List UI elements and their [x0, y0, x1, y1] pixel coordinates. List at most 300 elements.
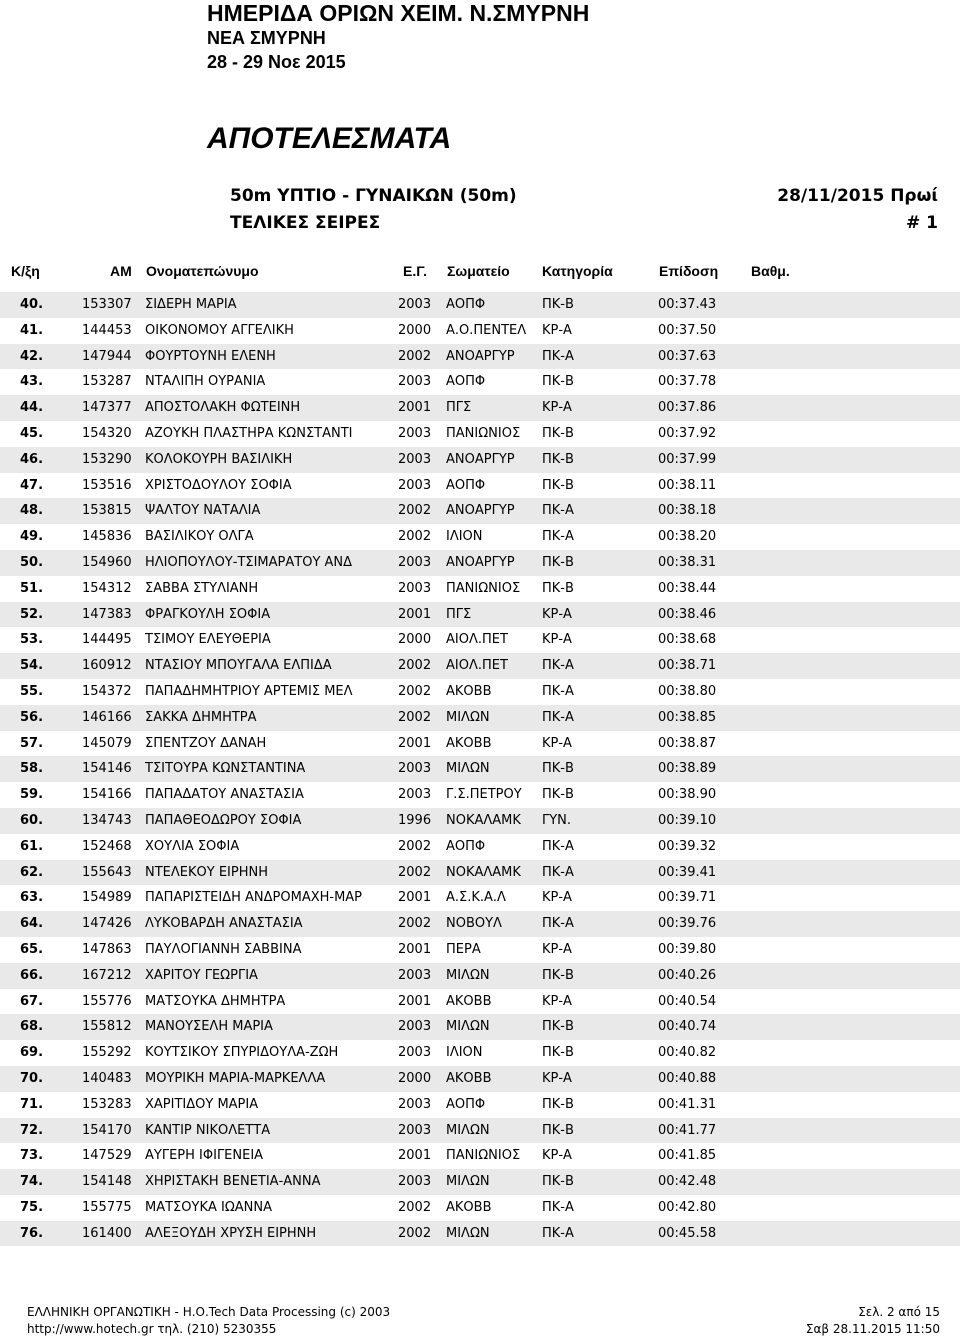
- row-name: ΧΟΥΛΙΑ ΣΟΦΙΑ: [145, 838, 240, 854]
- table-row: [0, 731, 960, 757]
- table-row: [0, 344, 960, 370]
- row-name: ΨΑΛΤΟΥ ΝΑΤΑΛΙΑ: [145, 503, 261, 519]
- row-time: 00:40.26: [658, 967, 717, 983]
- row-club: ΑΟΠΦ: [446, 838, 486, 854]
- row-rank: 61.: [20, 838, 44, 854]
- row-club: ΑΟΠΦ: [446, 297, 486, 312]
- row-name: ΑΛΕΞΟΥΔΗ ΧΡΥΣΗ ΕΙΡΗΝΗ: [145, 1225, 317, 1241]
- footer-timestamp: Σαβ 28.11.2015 11:50: [805, 1322, 940, 1336]
- table-row: [0, 421, 960, 447]
- row-year: 2001: [398, 993, 432, 1009]
- row-rank: 69.: [20, 1045, 44, 1061]
- row-category: ΠΚ-Β: [542, 1096, 574, 1112]
- row-name: ΣΑΒΒΑ ΣΤΥΛΙΑΝΗ: [145, 580, 259, 596]
- row-time: 00:38.18: [658, 503, 717, 519]
- table-row: [0, 524, 960, 550]
- row-name: ΑΖΟΥΚΗ ΠΛΑΣΤΗΡΑ ΚΩΝΣΤΑΝΤΙ: [145, 425, 353, 441]
- row-club: ΠΓΣ: [446, 606, 472, 622]
- row-am: 155775: [82, 1199, 132, 1215]
- row-club: ΙΛΙΟΝ: [446, 1045, 483, 1061]
- table-row: [0, 834, 960, 860]
- row-time: 00:39.32: [658, 838, 717, 854]
- meet-dates: 28 - 29 Νοε 2015: [207, 52, 346, 72]
- row-rank: 48.: [20, 503, 44, 519]
- row-year: 2000: [398, 1070, 432, 1086]
- row-rank: 74.: [20, 1174, 44, 1190]
- row-name: ΦΟΥΡΤΟΥΝΗ ΕΛΕΝΗ: [145, 348, 276, 364]
- row-time: 00:37.86: [658, 400, 717, 416]
- table-row: [0, 395, 960, 421]
- row-club: Γ.Σ.ΠΕΤΡΟΥ: [446, 787, 522, 803]
- row-time: 00:39.10: [658, 812, 717, 828]
- table-row: [0, 653, 960, 679]
- results-title: ΑΠΟΤΕΛΕΣΜΑΤΑ: [207, 122, 452, 155]
- row-category: ΠΚ-Β: [542, 451, 574, 467]
- row-category: ΚΡ-Α: [542, 1070, 572, 1086]
- row-name: ΝΤΕΛΕΚΟΥ ΕΙΡΗΝΗ: [145, 864, 268, 880]
- row-club: ΜΙΛΩΝ: [446, 1122, 490, 1138]
- row-name: ΝΤΑΛΙΠΗ ΟΥΡΑΝΙΑ: [145, 374, 266, 390]
- column-header-year: Ε.Γ.: [403, 263, 427, 279]
- table-row: [0, 498, 960, 524]
- row-club: ΠΓΣ: [446, 400, 472, 416]
- row-category: ΠΚ-Β: [542, 477, 574, 493]
- row-name: ΑΥΓΕΡΗ ΙΦΙΓΕΝΕΙΑ: [145, 1148, 264, 1164]
- row-rank: 51.: [20, 580, 44, 596]
- table-row: [0, 550, 960, 576]
- meet-title: ΗΜΕΡΙΔΑ ΟΡΙΩΝ ΧΕΙΜ. Ν.ΣΜΥΡΝΗ: [207, 0, 590, 26]
- row-name: ΣΠΕΝΤΖΟΥ ΔΑΝΑΗ: [145, 735, 267, 751]
- table-row: [0, 1066, 960, 1092]
- row-name: ΤΣΙΜΟΥ ΕΛΕΥΘΕΡΙΑ: [145, 632, 271, 648]
- row-name: ΜΑΤΣΟΥΚΑ ΙΩΑΝΝΑ: [145, 1199, 272, 1215]
- row-year: 2003: [398, 761, 432, 777]
- row-year: 2001: [398, 735, 432, 751]
- row-time: 00:41.31: [658, 1096, 717, 1112]
- row-rank: 73.: [20, 1148, 44, 1164]
- row-time: 00:38.87: [658, 735, 717, 751]
- row-club: ΑΚΟΒΒ: [446, 683, 492, 699]
- row-rank: 65.: [20, 941, 44, 957]
- results-table: [0, 292, 960, 1246]
- row-am: 153290: [82, 451, 132, 467]
- column-header-points: Βαθμ.: [751, 263, 790, 279]
- row-am: 153283: [82, 1096, 132, 1112]
- row-am: 155776: [82, 993, 132, 1009]
- row-name: ΧΑΡΙΤΙΔΟΥ ΜΑΡΙΑ: [145, 1096, 259, 1112]
- row-am: 146166: [82, 709, 132, 725]
- table-row: [0, 1092, 960, 1118]
- row-name: ΜΑΤΣΟΥΚΑ ΔΗΜΗΤΡΑ: [145, 993, 286, 1009]
- row-am: 154989: [82, 890, 132, 906]
- row-am: 147426: [82, 916, 132, 932]
- row-category: ΠΚ-Α: [542, 864, 574, 880]
- row-time: 00:38.80: [658, 683, 717, 699]
- row-name: ΣΑΚΚΑ ΔΗΜΗΤΡΑ: [145, 709, 257, 725]
- row-time: 00:37.99: [658, 451, 717, 467]
- row-rank: 45.: [20, 425, 44, 441]
- row-category: ΠΚ-Α: [542, 658, 574, 674]
- row-club: ΜΙΛΩΝ: [446, 967, 490, 983]
- row-name: ΗΛΙΟΠΟΥΛΟΥ-ΤΣΙΜΑΡΑΤΟΥ ΑΝΔ: [145, 554, 353, 570]
- row-year: 2002: [398, 503, 432, 519]
- row-year: 2002: [398, 1199, 432, 1215]
- row-category: ΠΚ-Α: [542, 683, 574, 699]
- event-round: ΤΕΛΙΚΕΣ ΣΕΙΡΕΣ: [230, 213, 381, 233]
- row-year: 2003: [398, 451, 432, 467]
- row-year: 2001: [398, 941, 432, 957]
- row-category: ΠΚ-Β: [542, 1174, 574, 1190]
- table-row: [0, 627, 960, 653]
- row-club: ΜΙΛΩΝ: [446, 1174, 490, 1190]
- row-time: 00:42.48: [658, 1174, 717, 1190]
- row-club: ΑΚΟΒΒ: [446, 735, 492, 751]
- row-am: 145079: [82, 735, 132, 751]
- row-time: 00:39.41: [658, 864, 717, 880]
- row-name: ΟΙΚΟΝΟΜΟΥ ΑΓΓΕΛΙΚΗ: [145, 322, 294, 338]
- table-row: [0, 963, 960, 989]
- row-year: 2003: [398, 1174, 432, 1190]
- row-club: ΜΙΛΩΝ: [446, 1225, 490, 1241]
- table-row: [0, 473, 960, 499]
- row-club: ΑΝΟΑΡΓΥΡ: [446, 451, 515, 467]
- row-time: 00:42.80: [658, 1199, 717, 1215]
- row-rank: 60.: [20, 812, 44, 828]
- row-time: 00:37.63: [658, 348, 717, 364]
- row-club: ΑΟΠΦ: [446, 477, 486, 493]
- row-am: 161400: [82, 1225, 132, 1241]
- row-club: ΝΟΚΑΛΑΜΚ: [446, 864, 521, 880]
- row-rank: 58.: [20, 761, 44, 777]
- row-rank: 49.: [20, 529, 44, 545]
- table-row: [0, 860, 960, 886]
- row-year: 2003: [398, 554, 432, 570]
- row-name: ΧΗΡΙΣΤΑΚΗ ΒΕΝΕΤΙΑ-ΑΝΝΑ: [145, 1174, 321, 1190]
- column-header-club: Σωματείο: [447, 263, 510, 279]
- row-time: 00:39.71: [658, 890, 717, 906]
- row-name: ΑΠΟΣΤΟΛΑΚΗ ΦΩΤΕΙΝΗ: [145, 400, 301, 416]
- row-am: 147944: [82, 348, 132, 364]
- row-year: 2002: [398, 864, 432, 880]
- row-club: ΑΟΠΦ: [446, 374, 486, 390]
- row-time: 00:38.71: [658, 658, 717, 674]
- row-name: ΠΑΠΑΔΑΤΟΥ ΑΝΑΣΤΑΣΙΑ: [145, 787, 304, 803]
- row-year: 2002: [398, 658, 432, 674]
- row-time: 00:38.90: [658, 787, 717, 803]
- row-year: 2003: [398, 425, 432, 441]
- row-rank: 46.: [20, 451, 44, 467]
- row-rank: 68.: [20, 1019, 44, 1035]
- row-category: ΠΚ-Α: [542, 1225, 574, 1241]
- row-rank: 52.: [20, 606, 44, 622]
- row-year: 2003: [398, 1096, 432, 1112]
- table-row: [0, 1143, 960, 1169]
- row-category: ΠΚ-Β: [542, 297, 574, 312]
- row-name: ΧΑΡΙΤΟΥ ΓΕΩΡΓΙΑ: [145, 967, 258, 983]
- row-time: 00:38.85: [658, 709, 717, 725]
- row-am: 153815: [82, 503, 132, 519]
- row-club: ΜΙΛΩΝ: [446, 1019, 490, 1035]
- table-row: [0, 782, 960, 808]
- row-name: ΠΑΠΑΔΗΜΗΤΡΙΟΥ ΑΡΤΕΜΙΣ ΜΕΛ: [145, 683, 353, 699]
- row-am: 147529: [82, 1148, 132, 1164]
- row-category: ΠΚ-Α: [542, 838, 574, 854]
- row-rank: 56.: [20, 709, 44, 725]
- row-rank: 70.: [20, 1070, 44, 1086]
- row-am: 155643: [82, 864, 132, 880]
- row-time: 00:38.46: [658, 606, 717, 622]
- row-time: 00:40.54: [658, 993, 717, 1009]
- row-am: 154146: [82, 761, 132, 777]
- row-rank: 47.: [20, 477, 44, 493]
- row-category: ΓΥΝ.: [542, 812, 572, 828]
- row-year: 2002: [398, 348, 432, 364]
- row-rank: 44.: [20, 400, 44, 416]
- row-am: 155812: [82, 1019, 132, 1035]
- table-row: [0, 885, 960, 911]
- row-name: ΛΥΚΟΒΑΡΔΗ ΑΝΑΣΤΑΣΙΑ: [145, 916, 303, 932]
- row-year: 2003: [398, 1019, 432, 1035]
- row-year: 2001: [398, 606, 432, 622]
- row-am: 144453: [82, 322, 132, 338]
- row-time: 00:39.76: [658, 916, 717, 932]
- row-am: 144495: [82, 632, 132, 648]
- row-category: ΠΚ-Β: [542, 554, 574, 570]
- row-year: 2003: [398, 477, 432, 493]
- footer-contact: http://www.hotech.gr τηλ. (210) 5230355: [27, 1322, 277, 1336]
- row-time: 00:45.58: [658, 1225, 717, 1241]
- meet-venue: ΝΕΑ ΣΜΥΡΝΗ: [207, 28, 326, 48]
- row-category: ΠΚ-Α: [542, 503, 574, 519]
- table-row: [0, 602, 960, 628]
- row-name: ΜΑΝΟΥΣΕΛΗ ΜΑΡΙΑ: [145, 1019, 273, 1035]
- row-time: 00:37.78: [658, 374, 717, 390]
- row-category: ΚΡ-Α: [542, 632, 572, 648]
- row-am: 152468: [82, 838, 132, 854]
- row-category: ΚΡ-Α: [542, 606, 572, 622]
- row-club: ΑΝΟΑΡΓΥΡ: [446, 554, 515, 570]
- row-year: 2002: [398, 683, 432, 699]
- table-row: [0, 1014, 960, 1040]
- row-category: ΠΚ-Β: [542, 1045, 574, 1061]
- row-year: 2001: [398, 1148, 432, 1164]
- row-category: ΠΚ-Β: [542, 967, 574, 983]
- row-club: ΠΕΡΑ: [446, 941, 481, 957]
- row-name: ΒΑΣΙΛΙΚΟΥ ΟΛΓΑ: [145, 529, 254, 545]
- row-am: 153287: [82, 374, 132, 390]
- row-name: ΣΙΔΕΡΗ ΜΑΡΙΑ: [145, 297, 237, 312]
- event-heat: # 1: [906, 213, 938, 233]
- row-rank: 55.: [20, 683, 44, 699]
- row-year: 2002: [398, 529, 432, 545]
- column-header-time: Επίδοση: [659, 263, 719, 279]
- row-year: 2002: [398, 1225, 432, 1241]
- row-category: ΚΡ-Α: [542, 941, 572, 957]
- row-rank: 42.: [20, 348, 44, 364]
- row-year: 2000: [398, 632, 432, 648]
- row-club: ΑΙΟΛ.ΠΕΤ: [446, 632, 508, 648]
- row-name: ΦΡΑΓΚΟΥΛΗ ΣΟΦΙΑ: [145, 606, 271, 622]
- row-category: ΠΚ-Β: [542, 425, 574, 441]
- row-time: 00:40.88: [658, 1070, 717, 1086]
- row-time: 00:41.85: [658, 1148, 717, 1164]
- row-club: ΠΑΝΙΩΝΙΟΣ: [446, 425, 521, 441]
- footer-page-number: Σελ. 2 από 15: [858, 1305, 940, 1319]
- row-time: 00:39.80: [658, 941, 717, 957]
- row-am: 153307: [82, 297, 132, 312]
- row-rank: 59.: [20, 787, 44, 803]
- row-club: ΜΙΛΩΝ: [446, 709, 490, 725]
- row-am: 145836: [82, 529, 132, 545]
- table-row: [0, 679, 960, 705]
- row-year: 2003: [398, 787, 432, 803]
- row-rank: 53.: [20, 632, 44, 648]
- row-am: 147383: [82, 606, 132, 622]
- row-name: ΠΑΥΛΟΓΙΑΝΝΗ ΣΑΒΒΙΝΑ: [145, 941, 302, 957]
- row-time: 00:38.11: [658, 477, 717, 493]
- row-time: 00:38.20: [658, 529, 717, 545]
- row-year: 2003: [398, 297, 432, 312]
- row-name: ΚΟΛΟΚΟΥΡΗ ΒΑΣΙΛΙΚΗ: [145, 451, 293, 467]
- row-club: ΝΟΚΑΛΑΜΚ: [446, 812, 521, 828]
- table-row: [0, 318, 960, 344]
- row-rank: 63.: [20, 890, 44, 906]
- row-name: ΤΣΙΤΟΥΡΑ ΚΩΝΣΤΑΝΤΙΝΑ: [145, 761, 306, 777]
- row-year: 1996: [398, 812, 432, 828]
- row-rank: 75.: [20, 1199, 44, 1215]
- row-year: 2002: [398, 838, 432, 854]
- row-category: ΠΚ-Α: [542, 916, 574, 932]
- row-year: 2003: [398, 1122, 432, 1138]
- table-row: [0, 369, 960, 395]
- row-rank: 72.: [20, 1122, 44, 1138]
- table-row: [0, 937, 960, 963]
- row-time: 00:38.31: [658, 554, 717, 570]
- row-rank: 71.: [20, 1096, 44, 1112]
- table-row: [0, 756, 960, 782]
- row-category: ΠΚ-Β: [542, 1122, 574, 1138]
- row-rank: 62.: [20, 864, 44, 880]
- event-date: 28/11/2015 Πρωί: [777, 186, 938, 206]
- row-club: ΑΚΟΒΒ: [446, 1199, 492, 1215]
- row-am: 154148: [82, 1174, 132, 1190]
- row-am: 147863: [82, 941, 132, 957]
- row-club: ΠΑΝΙΩΝΙΟΣ: [446, 1148, 521, 1164]
- row-category: ΠΚ-Α: [542, 348, 574, 364]
- row-time: 00:37.92: [658, 425, 717, 441]
- row-name: ΠΑΠΑΘΕΟΔΩΡΟΥ ΣΟΦΙΑ: [145, 812, 302, 828]
- row-am: 154960: [82, 554, 132, 570]
- table-row: [0, 1118, 960, 1144]
- row-am: 153516: [82, 477, 132, 493]
- row-am: 160912: [82, 658, 132, 674]
- column-header-rank: Κ/ξη: [11, 263, 40, 279]
- row-category: ΚΡ-Α: [542, 735, 572, 751]
- row-year: 2003: [398, 374, 432, 390]
- row-club: ΑΙΟΛ.ΠΕΤ: [446, 658, 508, 674]
- row-category: ΠΚ-Β: [542, 761, 574, 777]
- row-rank: 66.: [20, 967, 44, 983]
- row-year: 2000: [398, 322, 432, 338]
- row-year: 2001: [398, 890, 432, 906]
- row-club: ΙΛΙΟΝ: [446, 529, 483, 545]
- column-header-name: Ονοματεπώνυμο: [146, 263, 259, 279]
- row-am: 134743: [82, 812, 132, 828]
- row-rank: 57.: [20, 735, 44, 751]
- table-row: [0, 292, 960, 318]
- row-name: ΚΑΝΤΙΡ ΝΙΚΟΛΕΤΤΑ: [145, 1122, 271, 1138]
- row-club: ΠΑΝΙΩΝΙΟΣ: [446, 580, 521, 596]
- row-rank: 41.: [20, 322, 44, 338]
- row-category: ΠΚ-Α: [542, 1199, 574, 1215]
- column-header-am: ΑΜ: [110, 263, 132, 279]
- row-time: 00:37.50: [658, 322, 717, 338]
- row-time: 00:38.89: [658, 761, 717, 777]
- row-rank: 76.: [20, 1225, 44, 1241]
- row-time: 00:38.68: [658, 632, 717, 648]
- row-time: 00:41.77: [658, 1122, 717, 1138]
- row-name: ΚΟΥΤΣΙΚΟΥ ΣΠΥΡΙΔΟΥΛΑ-ΖΩΗ: [145, 1045, 339, 1061]
- row-club: ΑΟΠΦ: [446, 1096, 486, 1112]
- row-time: 00:38.44: [658, 580, 717, 596]
- row-time: 00:40.74: [658, 1019, 717, 1035]
- row-rank: 50.: [20, 554, 44, 570]
- table-row: [0, 576, 960, 602]
- row-category: ΠΚ-Α: [542, 529, 574, 545]
- row-am: 154320: [82, 425, 132, 441]
- table-row: [0, 1040, 960, 1066]
- event-title: 50m ΥΠΤΙΟ - ΓΥΝΑΙΚΩΝ (50m): [230, 186, 517, 206]
- row-category: ΠΚ-Β: [542, 374, 574, 390]
- row-category: ΠΚ-Β: [542, 787, 574, 803]
- row-category: ΠΚ-Α: [542, 709, 574, 725]
- row-club: ΑΝΟΑΡΓΥΡ: [446, 348, 515, 364]
- row-time: 00:40.82: [658, 1045, 717, 1061]
- row-club: ΜΙΛΩΝ: [446, 761, 490, 777]
- column-header-category: Κατηγορία: [542, 263, 613, 279]
- row-name: ΜΟΥΡΙΚΗ ΜΑΡΙΑ-ΜΑΡΚΕΛΛΑ: [145, 1070, 326, 1086]
- table-row: [0, 1169, 960, 1195]
- row-am: 154372: [82, 683, 132, 699]
- row-year: 2003: [398, 1045, 432, 1061]
- row-year: 2002: [398, 916, 432, 932]
- row-rank: 64.: [20, 916, 44, 932]
- row-am: 167212: [82, 967, 132, 983]
- row-rank: 54.: [20, 658, 44, 674]
- table-row: [0, 808, 960, 834]
- table-row: [0, 1221, 960, 1247]
- row-time: 00:37.43: [658, 297, 717, 312]
- table-row: [0, 989, 960, 1015]
- row-club: Α.Σ.Κ.Α.Λ: [446, 890, 506, 906]
- row-category: ΠΚ-Β: [542, 580, 574, 596]
- row-category: ΚΡ-Α: [542, 993, 572, 1009]
- row-year: 2002: [398, 709, 432, 725]
- table-row: [0, 1195, 960, 1221]
- row-category: ΠΚ-Β: [542, 1019, 574, 1035]
- table-row: [0, 705, 960, 731]
- row-club: Α.Ο.ΠΕΝΤΕΛ: [446, 322, 527, 338]
- row-club: ΑΚΟΒΒ: [446, 993, 492, 1009]
- row-rank: 67.: [20, 993, 44, 1009]
- row-am: 155292: [82, 1045, 132, 1061]
- row-am: 140483: [82, 1070, 132, 1086]
- row-name: ΧΡΙΣΤΟΔΟΥΛΟΥ ΣΟΦΙΑ: [145, 477, 292, 493]
- row-year: 2003: [398, 580, 432, 596]
- table-row: [0, 447, 960, 473]
- row-club: ΑΝΟΑΡΓΥΡ: [446, 503, 515, 519]
- row-year: 2001: [398, 400, 432, 416]
